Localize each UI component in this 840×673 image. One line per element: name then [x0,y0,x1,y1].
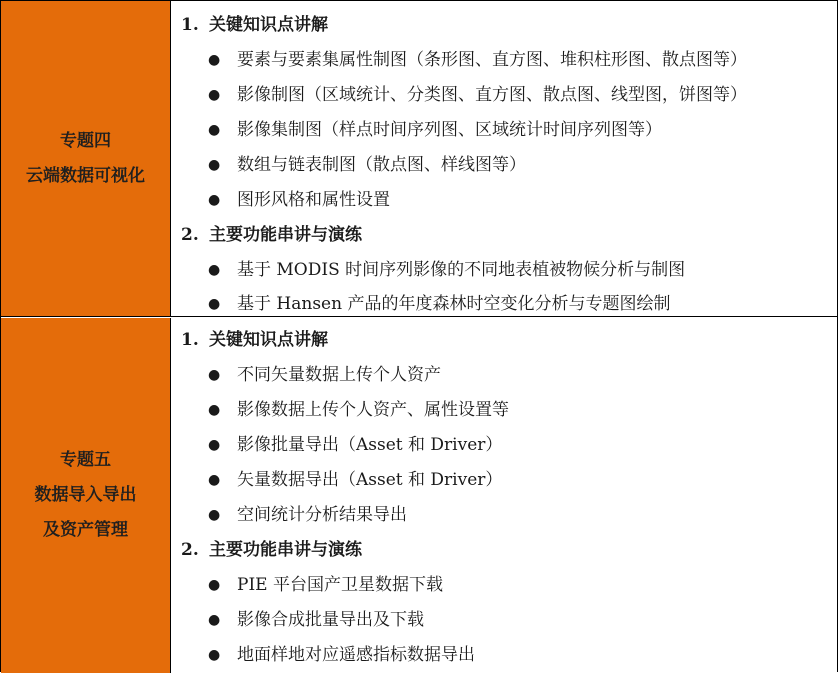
section-heading [181,220,362,245]
list-item-text: 影像合成批量导出及下载 [237,610,424,630]
list-item-text: 空间统计分析结果导出 [237,505,407,525]
list-item [208,605,424,630]
topic-content-cell [171,1,837,316]
section-heading [181,10,328,35]
bullet-icon: ● [208,367,221,383]
heading-number: 1. [181,15,199,35]
section-heading [181,325,328,350]
bullet-icon: ● [208,647,221,663]
list-item [208,150,526,175]
list-item [208,395,509,420]
topic-number: 专题五 [60,450,111,470]
topic-title-line-2: 及资产管理 [43,520,128,540]
list-item [208,430,502,455]
heading-text: 关键知识点讲解 [209,330,328,350]
bullet-icon: ● [208,612,221,628]
list-item [208,289,670,314]
topic-row-5 [1,318,837,673]
list-item-text: 图形风格和属性设置 [237,190,390,210]
list-item [208,360,441,385]
bullet-icon: ● [208,157,221,173]
heading-number: 1. [181,330,199,350]
list-item [208,640,475,665]
bullet-icon: ● [208,437,221,453]
list-item-text: 基于 MODIS 时间序列影像的不同地表植被物候分析与制图 [237,260,686,280]
heading-text: 主要功能串讲与演练 [209,540,362,560]
section-heading [181,535,362,560]
list-item [208,45,747,70]
bullet-icon: ● [208,507,221,523]
bullet-icon: ● [208,52,221,68]
topic-content-cell [171,318,837,673]
bullet-icon: ● [208,577,221,593]
topic-label-cell [1,318,171,673]
list-item-text: 矢量数据导出（Asset 和 Driver） [237,470,503,490]
heading-number: 2. [181,225,199,245]
list-item-text: 影像数据上传个人资产、属性设置等 [237,400,509,420]
list-item [208,115,662,140]
list-item [208,255,685,280]
list-item [208,185,390,210]
topic-title: 数据导入导出 [34,485,137,505]
list-item [208,570,443,595]
bullet-icon: ● [208,472,221,488]
list-item-text: PIE 平台国产卫星数据下载 [237,575,443,595]
topic-number: 专题四 [60,130,111,151]
list-item-text: 影像制图（区域统计、分类图、直方图、散点图、线型图，饼图等） [237,85,747,105]
list-item-text: 地面样地对应遥感指标数据导出 [237,645,475,665]
list-item-text: 不同矢量数据上传个人资产 [237,365,441,385]
heading-number: 2. [181,540,199,560]
list-item-text: 数组与链表制图（散点图、样线图等） [237,155,526,175]
topic-row-4 [1,1,837,317]
list-item [208,500,407,525]
bullet-icon: ● [208,122,221,138]
list-item [208,80,747,105]
bullet-icon: ● [208,262,221,278]
list-item-text: 影像集制图（样点时间序列图、区域统计时间序列图等） [237,120,662,140]
heading-text: 主要功能串讲与演练 [209,225,362,245]
bullet-icon: ● [208,192,221,208]
list-item-text: 要素与要素集属性制图（条形图、直方图、堆积柱形图、散点图等） [237,50,747,70]
list-item [208,465,502,490]
bullet-icon: ● [208,402,221,418]
heading-text: 关键知识点讲解 [209,15,328,35]
bullet-icon: ● [208,296,221,312]
topic-label-cell [1,1,171,316]
topic-title: 云端数据可视化 [26,165,145,186]
bullet-icon: ● [208,87,221,103]
list-item-text: 影像批量导出（Asset 和 Driver） [237,435,503,455]
list-item-text: 基于 Hansen 产品的年度森林时空变化分析与专题图绘制 [237,294,671,314]
